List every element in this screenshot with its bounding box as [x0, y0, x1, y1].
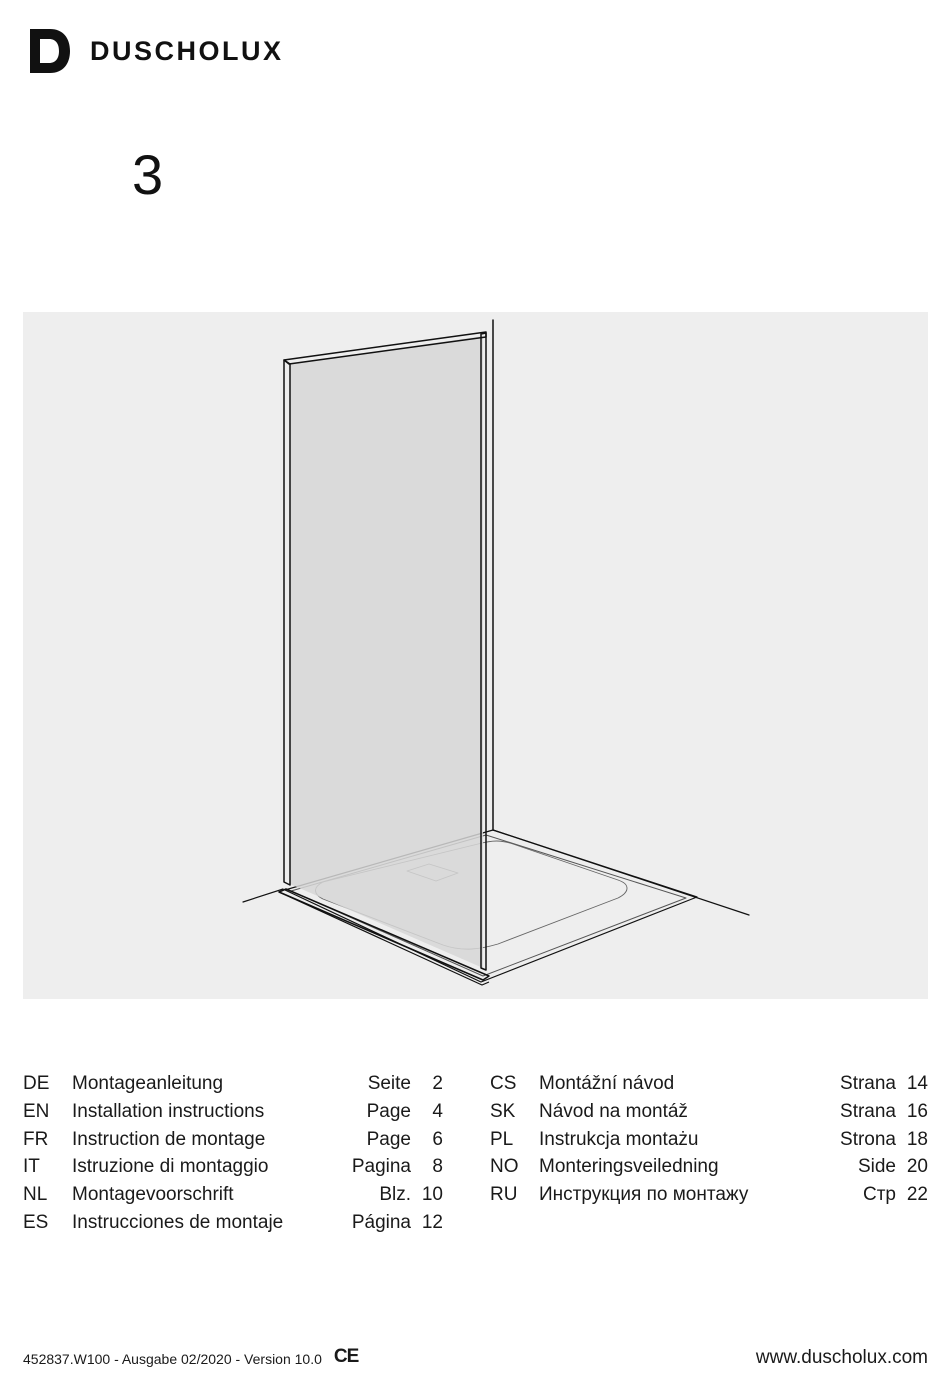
- language-index-right: [490, 1070, 928, 1209]
- duscholux-d-logo-icon: [30, 29, 72, 73]
- list-item: [23, 1126, 443, 1154]
- page-number: 14: [906, 1073, 928, 1094]
- page-label: Page: [366, 1100, 411, 1122]
- page-label: Стр: [863, 1184, 896, 1206]
- list-item: [23, 1153, 443, 1181]
- shower-side-panel-icon: [23, 312, 928, 999]
- language-code: SK: [490, 1100, 516, 1122]
- product-illustration: [23, 312, 928, 999]
- language-code: PL: [490, 1128, 514, 1150]
- list-item: [490, 1070, 928, 1098]
- page-label: Pagina: [351, 1156, 411, 1178]
- list-item: [490, 1098, 928, 1126]
- document-info: [23, 1348, 358, 1370]
- document-version: 452837.W100 - Ausgabe 02/2020 - Version 10.0: [23, 1351, 322, 1367]
- page-number: 16: [906, 1100, 928, 1122]
- list-item: [23, 1070, 443, 1098]
- page-label: Strona: [840, 1128, 896, 1150]
- page-number: 20: [906, 1156, 928, 1178]
- instruction-title: Návod na montáž: [539, 1100, 688, 1122]
- list-item: [490, 1181, 928, 1209]
- language-code: EN: [23, 1100, 50, 1122]
- list-item: [23, 1209, 443, 1237]
- list-item: [23, 1098, 443, 1126]
- language-code: ES: [23, 1211, 49, 1233]
- instruction-title: Monteringsveiledning: [539, 1156, 719, 1178]
- model-number: 3: [132, 143, 164, 206]
- instruction-title: Installation instructions: [72, 1100, 265, 1122]
- page-label: Página: [351, 1211, 411, 1233]
- page-number: 10: [421, 1184, 443, 1206]
- page-label: Strana: [840, 1100, 896, 1122]
- list-item: [490, 1126, 928, 1154]
- page-number: 18: [906, 1128, 928, 1150]
- page-number: 22: [906, 1184, 928, 1206]
- language-code: DE: [23, 1073, 50, 1094]
- language-index-left: [23, 1070, 443, 1237]
- page-label: Strana: [840, 1073, 896, 1094]
- brand-logo: [30, 28, 284, 74]
- page-number: 6: [432, 1128, 443, 1150]
- list-item: [490, 1153, 928, 1181]
- language-code: IT: [23, 1156, 40, 1178]
- instruction-title: Montagevoorschrift: [72, 1184, 234, 1206]
- instruction-title: Инструкция по монтажу: [539, 1184, 749, 1206]
- instruction-title: Instrucciones de montaje: [72, 1211, 284, 1233]
- language-code: RU: [490, 1184, 518, 1206]
- page-label: Page: [366, 1128, 411, 1150]
- page-label: Side: [857, 1156, 896, 1178]
- language-code: FR: [23, 1128, 49, 1150]
- page-label: Blz.: [379, 1184, 411, 1206]
- website-link[interactable]: www.duscholux.com: [755, 1347, 928, 1368]
- page-number: 4: [432, 1100, 443, 1122]
- language-code: NO: [490, 1156, 519, 1178]
- instruction-title: Istruzione di montaggio: [72, 1156, 269, 1178]
- page-number: 12: [421, 1211, 443, 1233]
- instruction-title: Montážní návod: [539, 1073, 675, 1094]
- page-number: 2: [432, 1073, 443, 1094]
- instruction-title: Instrukcja montażu: [539, 1128, 699, 1150]
- page-number: 8: [432, 1156, 443, 1178]
- brand-name: DUSCHOLUX: [90, 36, 284, 66]
- ce-mark-icon: CE: [333, 1346, 359, 1367]
- language-code: CS: [490, 1073, 517, 1094]
- instruction-title: Instruction de montage: [72, 1128, 266, 1150]
- instruction-title: Montageanleitung: [72, 1073, 224, 1094]
- list-item: [23, 1181, 443, 1209]
- page-label: Seite: [367, 1073, 411, 1094]
- language-code: NL: [23, 1184, 48, 1206]
